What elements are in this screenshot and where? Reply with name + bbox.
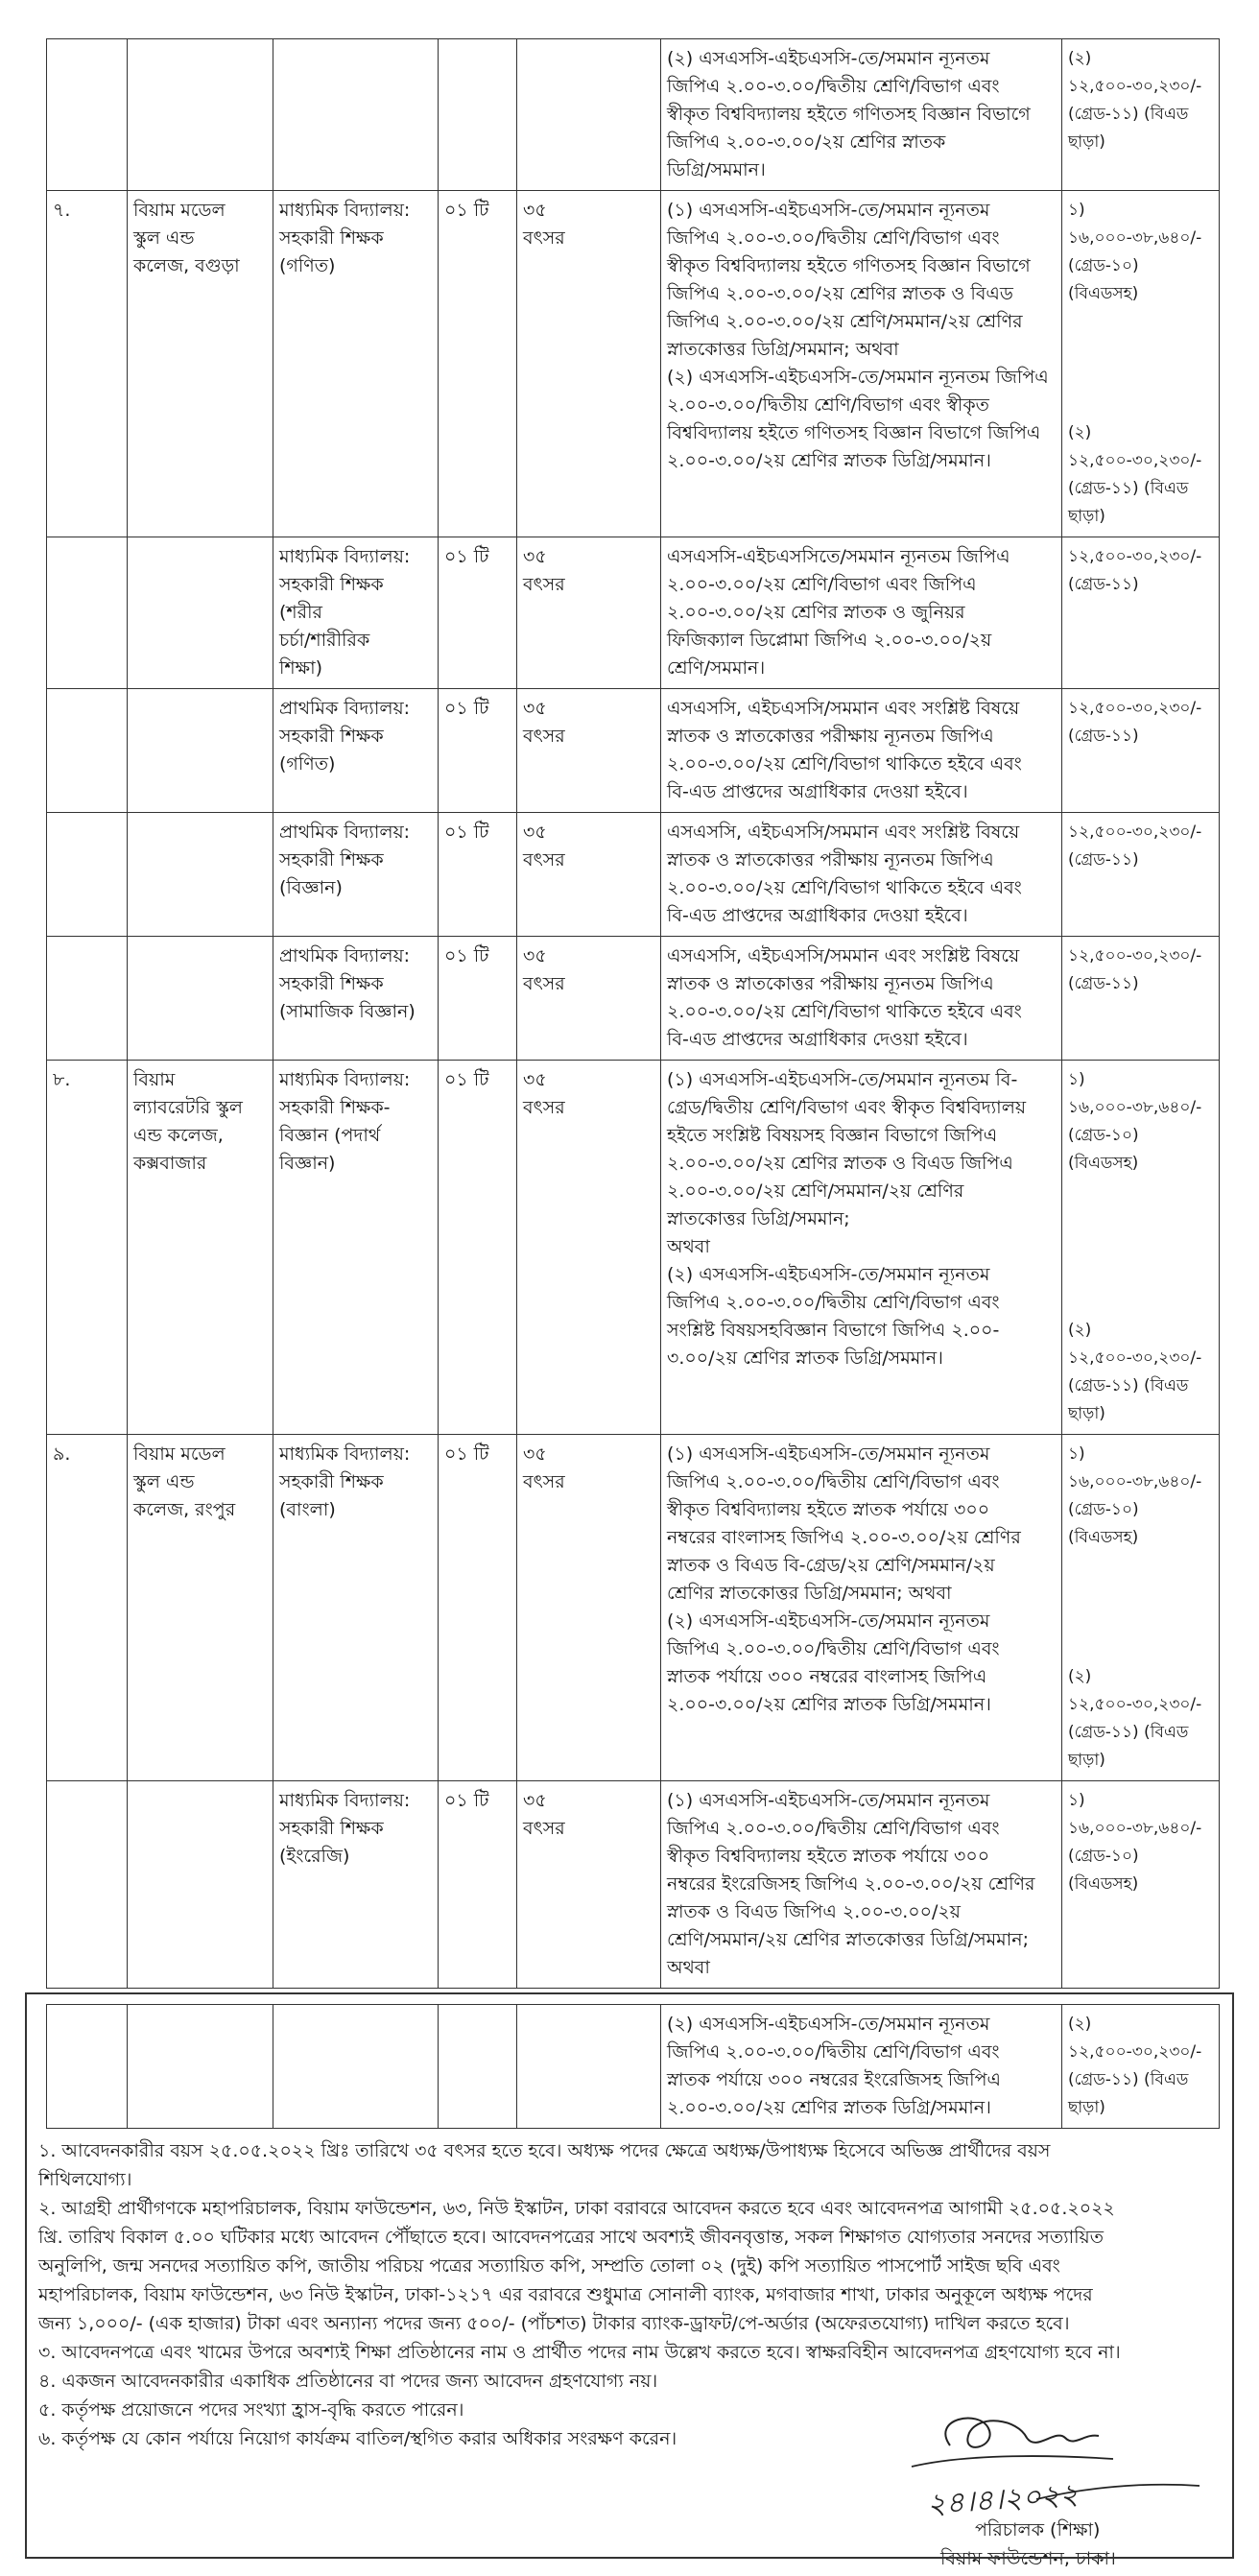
- qualification-cell: [661, 1061, 1062, 1435]
- serial-cell: [47, 2005, 128, 2129]
- post-cell: প্রাথমিক বিদ্যালয়: সহকারী শিক্ষক (গণিত): [273, 689, 439, 813]
- qualification-text: (১) এসএসসি-এইচএসসি-তে/সমমান ন্যূনতম জিপিএ ২.০০-৩.০০/দ্বিতীয় শ্রেণি/বিভাগ এবং স্বীকৃত বিশ্ববিদ্যালয় হইতে স্নাতক পর্যায়ে ৩০০ নম্বরের বাংলাসহ জিপিএ ২.০০-৩.০০/২য় শ্রেণির স্নাতক ও বিএড বি-গ্রেড/২য় শ্রেণি/সমমান/২য় শ্রেণির স্নাতকোত্তর ডিগ্রি/সমমান; অথবা: [667, 1443, 1021, 1604]
- pay-scale-cell: [1062, 689, 1220, 813]
- frame-bottom-rule: [25, 2557, 1234, 2559]
- pay-scale-cell: [1062, 937, 1220, 1061]
- post-cell: প্রাথমিক বিদ্যালয়: সহকারী শিক্ষক (সামাজিক বিজ্ঞান): [273, 937, 439, 1061]
- table-row: [47, 1435, 1220, 1781]
- vacancy-cell: ০১ টি: [439, 537, 517, 689]
- pay-scale-cell: [1062, 191, 1220, 537]
- age-cell: ৩৫ বৎসর: [517, 689, 661, 813]
- note-item: ২. আগ্রহী প্রার্থীগণকে মহাপরিচালক, বিয়াম ফাউন্ডেশন, ৬৩, নিউ ইস্কাটন, ঢাকা বরাবরে আবেদন করতে হবে এবং আবেদনপত্র আগামী ২৫.০৫.২০২২ খ্রি. তারিখ বিকাল ৫.০০ ঘটিকার মধ্যে আবেদন পৌঁছাতে হবে। আবেদনপত্রের সাথে অবশ্যই জীবনবৃত্তান্ত, সকল শিক্ষাগত যোগ্যতার সনদের সত্যায়িত অনুলিপি, জন্ম সনদের সত্যায়িত কপি, জাতীয় পরিচয় পত্রের সত্যায়িত কপি, সম্প্রতি তোলা ০২ (দুই) কপি সত্যায়িত পাসপোর্ট সাইজ ছবি এবং মহাপরিচালক, বিয়াম ফাউন্ডেশন, ৬৩ নিউ ইস্কাটন, ঢাকা-১২১৭ এর বরাবরে শুধুমাত্র সোনালী ব্যাংক, মগবাজার শাখা, ঢাকার অনুকূলে অধ্যক্ষ পদের জন্য ১,০০০/- (এক হাজার) টাকা এবং অন্যান্য পদের জন্য ৫০০/- (পাঁচশত) টাকার ব্যাংক-ড্রাফট/পে-অর্ডার (অফেরতযোগ্য) দাখিল করতে হবে।: [38, 2198, 1115, 2334]
- table-row: [47, 937, 1220, 1061]
- qualification-text: এসএসসি, এইচএসসি/সমমান এবং সংশ্লিষ্ট বিষয়ে স্নাতক ও স্নাতকোত্তর পরীক্ষায় ন্যূনতম জিপিএ ২.০০-৩.০০/২য় শ্রেণি/বিভাগ থাকিতে হইবে এবং বি-এড প্রাপ্তদের অগ্রাধিকার দেওয়া হইবে।: [667, 822, 1022, 926]
- note-item: ১. আবেদনকারীর বয়স ২৫.০৫.২০২২ খ্রিঃ তারিখে ৩৫ বৎসর হতে হবে। অধ্যক্ষ পদের ক্ষেত্রে অধ্যক্ষ/উপাধ্যক্ষ হিসেবে অভিজ্ঞ প্রার্থীদের বয়স শিথিলযোগ্য।: [38, 2140, 1051, 2190]
- qualification-text: (১) এসএসসি-এইচএসসি-তে/সমমান ন্যূনতম বি- গ্রেড/দ্বিতীয় শ্রেণি/বিভাগ এবং স্বীকৃত বিশ্ববিদ্যালয় হইতে সংশ্লিষ্ট বিষয়সহ বিজ্ঞান বিভাগে জিপিএ ২.০০-৩.০০/২য় শ্রেণির স্নাতক ও বিএড জিপিএ ২.০০-৩.০০/২য় শ্রেণি/সমমান/২য় শ্রেণির স্নাতকোত্তর ডিগ্রি/সমমান; অথবা: [667, 1069, 1027, 1257]
- signature-block: [892, 2399, 1219, 2572]
- vacancy-cell: ০১ টি: [439, 937, 517, 1061]
- vacancy-cell: [439, 2005, 517, 2129]
- pay-scale-text: ১২,৫০০-৩০,২৩০/- (গ্রেড-১১): [1068, 547, 1202, 594]
- pay-scale-text: ১) ১৬,০০০-৩৮,৬৪০/- (গ্রেড-১০) (বিএডসহ): [1068, 1070, 1202, 1173]
- pay-scale-text: ১) ১৬,০০০-৩৮,৬৪০/- (গ্রেড-১০) (বিএডসহ): [1068, 201, 1202, 303]
- serial-cell: ৯.: [47, 1435, 128, 1781]
- post-cell: মাধ্যমিক বিদ্যালয়: সহকারী শিক্ষক (শরীর চর্চা/শারীরিক শিক্ষা): [273, 537, 439, 689]
- pay-scale-cell: [1062, 1781, 1220, 1989]
- qualification-text: (২) এসএসসি-এইচএসসি-তে/সমমান ন্যূনতম জিপিএ ২.০০-৩.০০/দ্বিতীয় শ্রেণি/বিভাগ এবং সংশ্লিষ্ট বিষয়সহবিজ্ঞান বিভাগে জিপিএ ২.০০- ৩.০০/২য় শ্রেণির স্নাতক ডিগ্রি/সমমান।: [667, 1264, 1000, 1369]
- qualification-text: (২) এসএসসি-এইচএসসি-তে/সমমান ন্যূনতম জিপিএ ২.০০-৩.০০/দ্বিতীয় শ্রেণি/বিভাগ এবং স্বীকৃত বিশ্ববিদ্যালয় হইতে গণিতসহ বিজ্ঞান বিভাগে জিপিএ ২.০০-৩.০০/২য় শ্রেণির স্নাতক ডিগ্রি/সমমান।: [667, 367, 1049, 471]
- qualification-text: এসএসসি, এইচএসসি/সমমান এবং সংশ্লিষ্ট বিষয়ে স্নাতক ও স্নাতকোত্তর পরীক্ষায় ন্যূনতম জিপিএ ২.০০-৩.০০/২য় শ্রেণি/বিভাগ থাকিতে হইবে এবং বি-এড প্রাপ্তদের অগ্রাধিকার দেওয়া হইবে।: [667, 945, 1022, 1050]
- age-cell: [517, 2005, 661, 2129]
- frame-left-rule: [25, 1992, 27, 2557]
- pay-scale-cell: [1062, 2005, 1220, 2129]
- qualification-cell: [661, 1781, 1062, 1989]
- pay-scale-text: (২) ১২,৫০০-৩০,২৩০/- (গ্রেড-১১) (বিএড ছাড়া): [1068, 49, 1202, 152]
- pay-scale-text: (২) ১২,৫০০-৩০,২৩০/- (গ্রেড-১১) (বিএড ছাড়া): [1068, 2015, 1202, 2117]
- table-row: [47, 2005, 1220, 2129]
- pay-scale-text: ১২,৫০০-৩০,২৩০/- (গ্রেড-১১): [1068, 946, 1202, 993]
- pay-scale-text: (২) ১২,৫০০-৩০,২৩০/- (গ্রেড-১১) (বিএড ছাড়া): [1068, 1667, 1202, 1770]
- serial-cell: [47, 39, 128, 191]
- table-row: [47, 1781, 1220, 1989]
- vacancy-cell: ০১ টি: [439, 1061, 517, 1435]
- frame-right-rule: [1232, 1992, 1234, 2557]
- vacancy-cell: [439, 39, 517, 191]
- table-row: [47, 537, 1220, 689]
- pay-scale-text: (২) ১২,৫০০-৩০,২৩০/- (গ্রেড-১১) (বিএড ছাড়া): [1068, 423, 1202, 526]
- table-row: [47, 191, 1220, 537]
- post-cell: মাধ্যমিক বিদ্যালয়: সহকারী শিক্ষক (ইংরেজি): [273, 1781, 439, 1989]
- age-cell: ৩৫ বৎসর: [517, 537, 661, 689]
- age-cell: [517, 39, 661, 191]
- institute-cell: বিয়াম মডেল স্কুল এন্ড কলেজ, রংপুর: [128, 1435, 273, 1781]
- serial-cell: ৭.: [47, 191, 128, 537]
- vacancy-cell: ০১ টি: [439, 689, 517, 813]
- serial-cell: ৮.: [47, 1061, 128, 1435]
- qualification-cell: [661, 191, 1062, 537]
- table-row: [47, 813, 1220, 937]
- post-cell: প্রাথমিক বিদ্যালয়: সহকারী শিক্ষক (বিজ্ঞান): [273, 813, 439, 937]
- qualification-cell: [661, 537, 1062, 689]
- qualification-text: এসএসসি, এইচএসসি/সমমান এবং সংশ্লিষ্ট বিষয়ে স্নাতক ও স্নাতকোত্তর পরীক্ষায় ন্যূনতম জিপিএ ২.০০-৩.০০/২য় শ্রেণি/বিভাগ থাকিতে হইবে এবং বি-এড প্রাপ্তদের অগ্রাধিকার দেওয়া হইবে।: [667, 698, 1022, 802]
- pay-spacer: [1068, 1552, 1213, 1663]
- job-table: [46, 38, 1220, 1989]
- institute-cell: [128, 937, 273, 1061]
- pay-scale-cell: [1062, 1435, 1220, 1781]
- qualification-text: (২) এসএসসি-এইচএসসি-তে/সমমান ন্যূনতম জিপিএ ২.০০-৩.০০/দ্বিতীয় শ্রেণি/বিভাগ এবং স্নাতক পর্যায়ে ৩০০ নম্বরের ইংরেজিসহ জিপিএ ২.০০-৩.০০/২য় শ্রেণির স্নাতক ডিগ্রি/সমমান।: [667, 2014, 1001, 2118]
- table-row: [47, 1061, 1220, 1435]
- table-row: [47, 689, 1220, 813]
- vacancy-cell: ০১ টি: [439, 813, 517, 937]
- pay-scale-cell: [1062, 537, 1220, 689]
- pay-scale-text: ১) ১৬,০০০-৩৮,৬৪০/- (গ্রেড-১০) (বিএডসহ): [1068, 1791, 1202, 1894]
- note-item: ৫. কর্তৃপক্ষ প্রয়োজনে পদের সংখ্যা হ্রাস-বৃদ্ধি করতে পারেন।: [38, 2399, 464, 2421]
- pay-scale-text: ১) ১৬,০০০-৩৮,৬৪০/- (গ্রেড-১০) (বিএডসহ): [1068, 1444, 1202, 1547]
- serial-cell: [47, 813, 128, 937]
- signer-title: পরিচালক (শিক্ষা): [975, 2519, 1101, 2540]
- signer-organization: বিয়াম ফাউন্ডেশন, ঢাকা।: [940, 2548, 1116, 2569]
- pay-spacer: [1068, 1178, 1213, 1317]
- qualification-text: (২) এসএসসি-এইচএসসি-তে/সমমান ন্যূনতম জিপিএ ২.০০-৩.০০/দ্বিতীয় শ্রেণি/বিভাগ এবং স্বীকৃত বিশ্ববিদ্যালয় হইতে গণিতসহ বিজ্ঞান বিভাগে জিপিএ ২.০০-৩.০০/২য় শ্রেণির স্নাতক ডিগ্রি/সমমান।: [667, 48, 1031, 180]
- serial-cell: [47, 537, 128, 689]
- pay-scale-text: ১২,৫০০-৩০,২৩০/- (গ্রেড-১১): [1068, 699, 1202, 746]
- qualification-text: (১) এসএসসি-এইচএসসি-তে/সমমান ন্যূনতম জিপিএ ২.০০-৩.০০/দ্বিতীয় শ্রেণি/বিভাগ এবং স্বীকৃত বিশ্ববিদ্যালয় হইতে গণিতসহ বিজ্ঞান বিভাগে জিপিএ ২.০০-৩.০০/২য় শ্রেণির স্নাতক ও বিএড জিপিএ ২.০০-৩.০০/২য় শ্রেণি/সমমান/২য় শ্রেণির স্নাতকোত্তর ডিগ্রি/সমমান; অথবা: [667, 200, 1031, 360]
- institute-cell: [128, 1781, 273, 1989]
- post-cell: [273, 39, 439, 191]
- institute-cell: [128, 537, 273, 689]
- serial-cell: [47, 1781, 128, 1989]
- vacancy-cell: ০১ টি: [439, 1435, 517, 1781]
- qualification-cell: [661, 813, 1062, 937]
- qualification-cell: [661, 1435, 1062, 1781]
- pay-scale-text: (২) ১২,৫০০-৩০,২৩০/- (গ্রেড-১১) (বিএড ছাড়া): [1068, 1321, 1202, 1423]
- age-cell: ৩৫ বৎসর: [517, 1435, 661, 1781]
- institute-cell: [128, 813, 273, 937]
- serial-cell: [47, 937, 128, 1061]
- institute-cell: বিয়াম ল্যাবরেটরি স্কুল এন্ড কলেজ, কক্সবাজার: [128, 1061, 273, 1435]
- institute-cell: [128, 2005, 273, 2129]
- signature-date: ২৪।৪।২০২২: [925, 2477, 1080, 2522]
- post-cell: মাধ্যমিক বিদ্যালয়: সহকারী শিক্ষক (বাংলা): [273, 1435, 439, 1781]
- post-cell: মাধ্যমিক বিদ্যালয়: সহকারী শিক্ষক (গণিত): [273, 191, 439, 537]
- pay-scale-cell: [1062, 39, 1220, 191]
- age-cell: ৩৫ বৎসর: [517, 813, 661, 937]
- qualification-text: (২) এসএসসি-এইচএসসি-তে/সমমান ন্যূনতম জিপিএ ২.০০-৩.০০/দ্বিতীয় শ্রেণি/বিভাগ এবং স্নাতক পর্যায়ে ৩০০ নম্বরের বাংলাসহ জিপিএ ২.০০-৩.০০/২য় শ্রেণির স্নাতক ডিগ্রি/সমমান।: [667, 1610, 1000, 1715]
- institute-cell: [128, 39, 273, 191]
- qualification-cell: [661, 937, 1062, 1061]
- institute-cell: বিয়াম মডেল স্কুল এন্ড কলেজ, বগুড়া: [128, 191, 273, 537]
- qualification-cell: [661, 689, 1062, 813]
- qualification-cell: [661, 2005, 1062, 2129]
- age-cell: ৩৫ বৎসর: [517, 1061, 661, 1435]
- age-cell: ৩৫ বৎসর: [517, 1781, 661, 1989]
- institute-cell: [128, 689, 273, 813]
- job-table-continued: [46, 2004, 1220, 2129]
- note-item: ৩. আবেদনপত্রে এবং খামের উপরে অবশ্যই শিক্ষা প্রতিষ্ঠানের নাম ও প্রার্থীত পদের নাম উল্লেখ করতে হবে। স্বাক্ষরবিহীন আবেদনপত্র গ্রহণযোগ্য হবে না।: [38, 2342, 1121, 2363]
- pay-scale-text: ১২,৫০০-৩০,২৩০/- (গ্রেড-১১): [1068, 823, 1202, 870]
- qualification-cell: [661, 39, 1062, 191]
- table-row: [47, 39, 1220, 191]
- pay-scale-cell: [1062, 1061, 1220, 1435]
- note-item: ৬. কর্তৃপক্ষ যে কোন পর্যায়ে নিয়োগ কার্যক্রম বাতিল/স্থগিত করার অধিকার সংরক্ষণ করেন।: [38, 2428, 677, 2449]
- pay-scale-cell: [1062, 813, 1220, 937]
- pay-spacer: [1068, 308, 1213, 419]
- frame-top-rule: [25, 1992, 1234, 1994]
- qualification-text: এসএসসি-এইচএসসিতে/সমমান ন্যূনতম জিপিএ ২.০০-৩.০০/২য় শ্রেণি/বিভাগ এবং জিপিএ ২.০০-৩.০০/২য় শ্রেণির স্নাতক ও জুনিয়র ফিজিক্যাল ডিপ্লোমা জিপিএ ২.০০-৩.০০/২য় শ্রেণি/সমমান।: [667, 546, 1010, 679]
- vacancy-cell: ০১ টি: [439, 1781, 517, 1989]
- post-cell: [273, 2005, 439, 2129]
- post-cell: মাধ্যমিক বিদ্যালয়: সহকারী শিক্ষক- বিজ্ঞান (পদার্থ বিজ্ঞান): [273, 1061, 439, 1435]
- age-cell: ৩৫ বৎসর: [517, 937, 661, 1061]
- serial-cell: [47, 689, 128, 813]
- note-item: ৪. একজন আবেদনকারীর একাধিক প্রতিষ্ঠানের বা পদের জন্য আবেদন গ্রহণযোগ্য নয়।: [38, 2371, 658, 2392]
- age-cell: ৩৫ বৎসর: [517, 191, 661, 537]
- qualification-text: (১) এসএসসি-এইচএসসি-তে/সমমান ন্যূনতম জিপিএ ২.০০-৩.০০/দ্বিতীয় শ্রেণি/বিভাগ এবং স্বীকৃত বিশ্ববিদ্যালয় হইতে স্নাতক পর্যায়ে ৩০০ নম্বরের ইংরেজিসহ জিপিএ ২.০০-৩.০০/২য় শ্রেণির স্নাতক ও বিএড জিপিএ ২.০০-৩.০০/২য় শ্রেণি/সমমান/২য় শ্রেণির স্নাতকোত্তর ডিগ্রি/সমমান; অথবা: [667, 1790, 1035, 1978]
- vacancy-cell: ০১ টি: [439, 191, 517, 537]
